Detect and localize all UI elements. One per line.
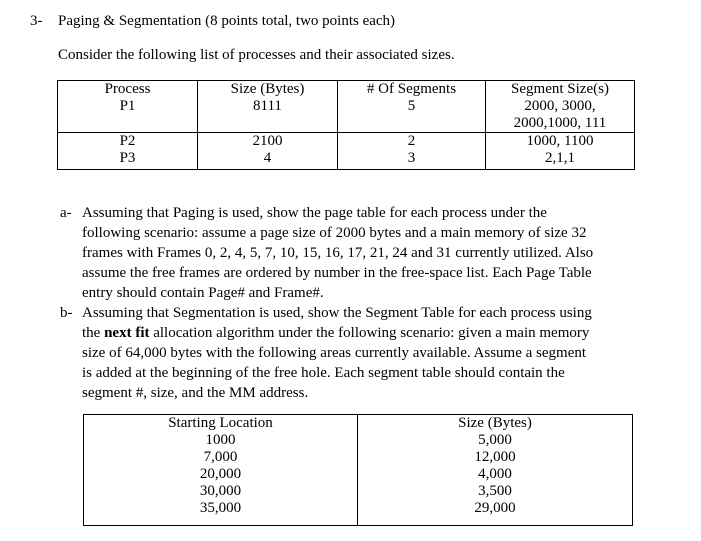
segments-column [338, 133, 486, 170]
cell-process-p3: P3 [119, 150, 136, 166]
question-intro: Consider the following list of processes and their associated sizes. [58, 47, 455, 63]
part-b-line2-prefix: the [82, 325, 105, 341]
part-b-line: is added at the beginning of the free hole. Each segment table should contain the [82, 365, 565, 381]
cell-size: 12,000 [474, 449, 516, 465]
question-title: Paging & Segmentation (8 points total, two points each) [58, 13, 396, 29]
header-process: Process [104, 81, 151, 97]
segment-sizes-column [486, 81, 635, 133]
cell-segment-sizes-p1-line1: 2000, 3000, [524, 98, 596, 114]
cell-size-p2: 2100 [252, 133, 283, 149]
part-b-line: segment #, size, and the MM address. [82, 385, 309, 401]
cell-size-p3: 4 [263, 150, 272, 166]
cell-start: 7,000 [203, 449, 238, 465]
cell-segment-sizes-p1-line2: 2000,1000, 111 [513, 115, 607, 131]
cell-size: 4,000 [478, 466, 512, 482]
cell-segments-p2: 2 [407, 133, 416, 149]
table-row [84, 415, 633, 526]
size-column [198, 81, 338, 133]
cell-start: 35,000 [199, 500, 242, 516]
cell-process-p2: P2 [119, 133, 136, 149]
process-table [57, 80, 635, 170]
part-a-line: Assuming that Paging is used, show the page table for each process under the [82, 205, 547, 221]
cell-process-p1: P1 [119, 98, 136, 114]
size-column [198, 133, 338, 170]
cell-start: 1000 [205, 432, 236, 448]
cell-segment-sizes-p2: 1000, 1100 [526, 133, 594, 149]
part-a-line: assume the free frames are ordered by number in the free-space list. Each Page Table [82, 265, 592, 281]
cell-start: 30,000 [199, 483, 242, 499]
part-b-label: b- [60, 305, 73, 321]
header-starting-location: Starting Location [168, 415, 273, 431]
table-row [58, 81, 635, 133]
cell-size: 5,000 [478, 432, 512, 448]
header-size: Size (Bytes) [230, 81, 305, 97]
header-segment-sizes: Segment Size(s) [511, 81, 609, 97]
part-b-line2-suffix: allocation algorithm under the following scenario: given a main memory [149, 325, 590, 341]
question-number: 3- [30, 13, 43, 29]
cell-start: 20,000 [199, 466, 242, 482]
segments-column [338, 81, 486, 133]
process-column [58, 81, 198, 133]
part-b-line: size of 64,000 bytes with the following areas currently available. Assume a segment [82, 345, 587, 361]
cell-segment-sizes-p3: 2,1,1 [545, 150, 575, 166]
segment-sizes-column [486, 133, 635, 170]
header-hole-size: Size (Bytes) [458, 415, 532, 431]
cell-size-p1: 8111 [253, 98, 282, 114]
header-segments: # Of Segments [366, 81, 457, 97]
part-a-line: entry should contain Page# and Frame#. [82, 285, 324, 301]
table-row [58, 133, 635, 170]
part-a-line: following scenario: assume a page size of 2000 bytes and a main memory of size 32 [82, 225, 587, 241]
part-b-line [82, 323, 592, 343]
cell-size: 3,500 [478, 483, 512, 499]
cell-size: 29,000 [474, 500, 516, 516]
starting-location-column [84, 415, 358, 526]
part-a-line: frames with Frames 0, 2, 4, 5, 7, 10, 15, 16, 17, 21, 24 and 31 currently utilized. Also [82, 245, 594, 261]
next-fit-term: next fit [104, 325, 150, 341]
hole-size-column [358, 415, 633, 526]
question-heading [30, 13, 395, 30]
cell-segments-p3: 3 [407, 150, 416, 166]
part-a-label: a- [60, 205, 72, 221]
part-b-line: Assuming that Segmentation is used, show the Segment Table for each process using [82, 305, 592, 321]
part-a-text [82, 203, 593, 303]
free-holes-table [83, 414, 633, 526]
part-b-text [82, 303, 592, 403]
cell-segments-p1: 5 [407, 98, 416, 114]
process-column [58, 133, 198, 170]
